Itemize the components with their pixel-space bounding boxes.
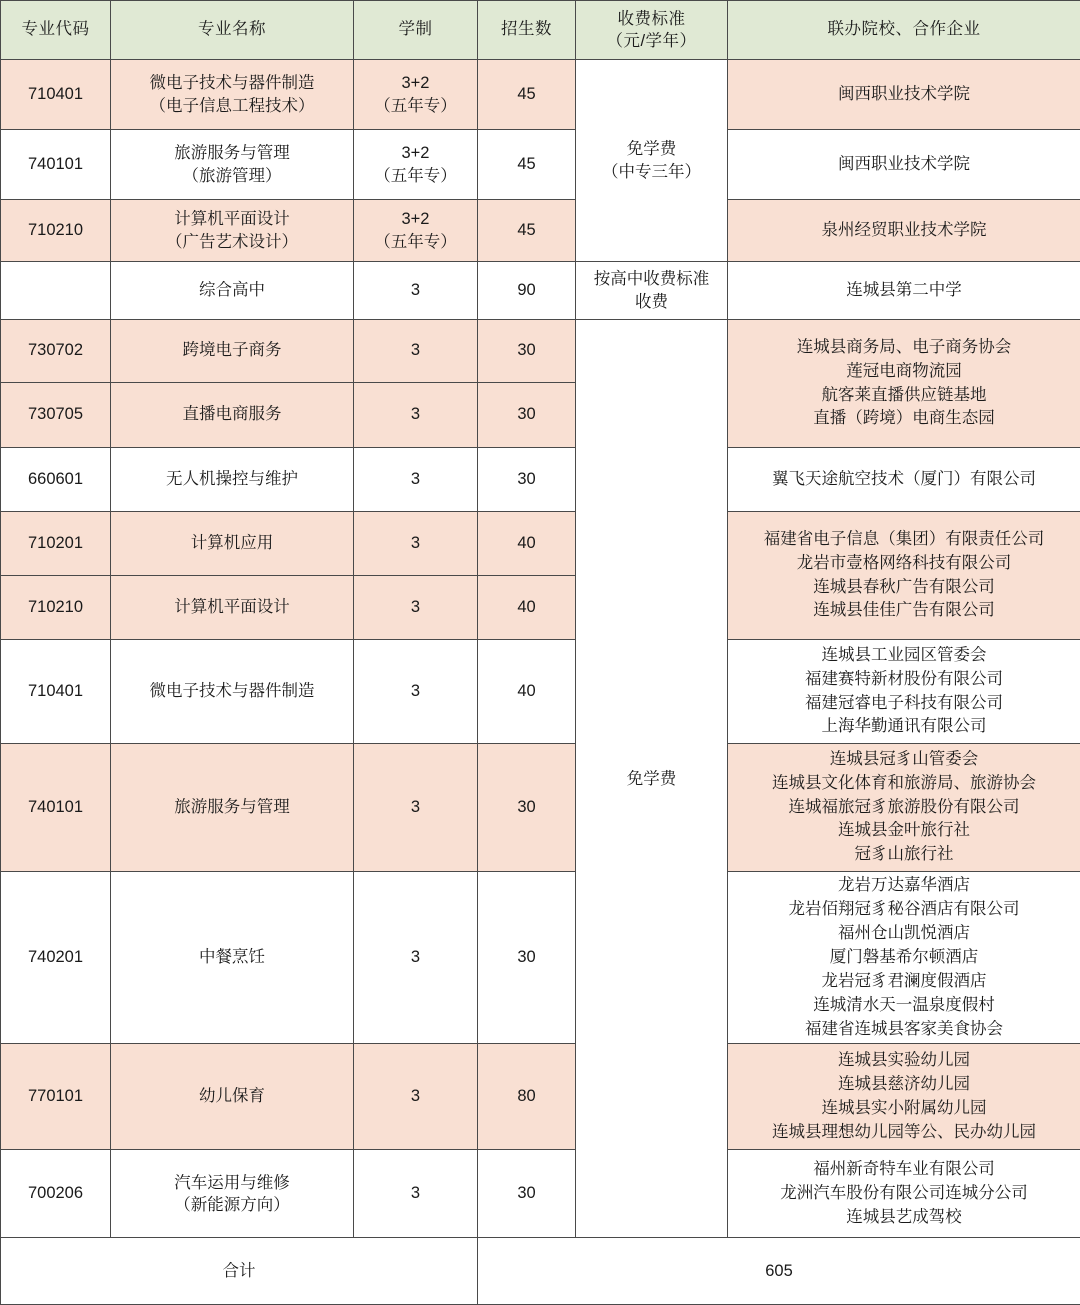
header-major-code: 专业代码 [1, 1, 111, 60]
system-main: 3+2 [354, 72, 477, 94]
fee-line-1: 免学费 [576, 138, 727, 160]
cell-major-name: 计算机平面设计 [111, 576, 354, 640]
cell-quota: 45 [478, 130, 576, 200]
cell-school-system [354, 130, 478, 200]
partner-item: 上海华勤通讯有限公司 [728, 715, 1080, 739]
partner-item: 连城福旅冠豸旅游股份有限公司 [728, 796, 1080, 820]
cell-partners [728, 200, 1080, 262]
cell-major-code: 710401 [1, 640, 111, 744]
cell-major-name: 综合高中 [111, 262, 354, 320]
partner-item: 连城县金叶旅行社 [728, 819, 1080, 843]
partner-item: 航客莱直播供应链基地 [728, 384, 1080, 408]
partner-item: 福建冠睿电子科技有限公司 [728, 692, 1080, 716]
system-sub: （五年专） [354, 95, 477, 117]
partner-item: 连城县冠豸山管委会 [728, 748, 1080, 772]
total-value: 605 [478, 1238, 1080, 1305]
cell-major-code: 700206 [1, 1150, 111, 1238]
cell-partners [728, 262, 1080, 320]
cell-partners [728, 1150, 1080, 1238]
fee-line-2: 收费 [576, 291, 727, 313]
partner-item: 连城县商务局、电子商务协会 [728, 336, 1080, 360]
partner-item: 泉州经贸职业技术学院 [728, 219, 1080, 243]
cell-quota: 40 [478, 512, 576, 576]
cell-quota: 40 [478, 640, 576, 744]
cell-major-code: 730702 [1, 320, 111, 383]
cell-quota: 80 [478, 1044, 576, 1150]
cell-quota: 30 [478, 744, 576, 872]
cell-major-name [111, 60, 354, 130]
table-row [1, 1150, 1080, 1238]
partner-item: 连城县实小附属幼儿园 [728, 1097, 1080, 1121]
cell-partners [728, 320, 1080, 448]
table-row [1, 320, 1080, 383]
system-main: 3+2 [354, 208, 477, 230]
table-row [1, 448, 1080, 512]
table-row [1, 200, 1080, 262]
cell-major-name: 无人机操控与维护 [111, 448, 354, 512]
table-row [1, 512, 1080, 576]
cell-partners [728, 640, 1080, 744]
cell-major-name: 计算机应用 [111, 512, 354, 576]
partner-item: 福建省连城县客家美食协会 [728, 1018, 1080, 1042]
cell-school-system: 3 [354, 576, 478, 640]
cell-major-code: 770101 [1, 1044, 111, 1150]
partner-item: 莲冠电商物流园 [728, 360, 1080, 384]
header-fee-line1: 收费标准 [576, 8, 727, 30]
partner-item: 连城县艺成驾校 [728, 1206, 1080, 1230]
cell-major-code: 740201 [1, 872, 111, 1044]
fee-line-1: 按高中收费标准 [576, 268, 727, 290]
cell-major-name: 微电子技术与器件制造 [111, 640, 354, 744]
cell-major-code: 740101 [1, 744, 111, 872]
cell-major-code [1, 262, 111, 320]
cell-quota: 45 [478, 60, 576, 130]
fee-line-1: 免学费 [576, 768, 727, 790]
header-quota: 招生数 [478, 1, 576, 60]
major-name-main: 旅游服务与管理 [111, 142, 353, 164]
table-row [1, 1044, 1080, 1150]
cell-quota: 40 [478, 576, 576, 640]
cell-major-code: 710210 [1, 576, 111, 640]
cell-major-name [111, 200, 354, 262]
partner-item: 直播（跨境）电商生态园 [728, 407, 1080, 431]
partner-item: 龙岩冠豸君澜度假酒店 [728, 970, 1080, 994]
cell-partners [728, 448, 1080, 512]
partner-item: 连城县第二中学 [728, 279, 1080, 303]
partner-item: 连城县实验幼儿园 [728, 1049, 1080, 1073]
cell-major-code: 710210 [1, 200, 111, 262]
partner-item: 龙岩佰翔冠豸秘谷酒店有限公司 [728, 898, 1080, 922]
table-row [1, 872, 1080, 1044]
partner-item: 闽西职业技术学院 [728, 83, 1080, 107]
cell-partners [728, 744, 1080, 872]
cell-fee-group-3 [576, 320, 728, 1238]
major-name-sub: （旅游管理） [111, 165, 353, 187]
partner-item: 龙岩万达嘉华酒店 [728, 874, 1080, 898]
header-major-name: 专业名称 [111, 1, 354, 60]
cell-partners [728, 512, 1080, 640]
partner-item: 龙岩市壹格网络科技有限公司 [728, 552, 1080, 576]
table-body [1, 60, 1080, 1305]
cell-major-code: 660601 [1, 448, 111, 512]
partner-item: 连城县佳佳广告有限公司 [728, 599, 1080, 623]
cell-major-name [111, 130, 354, 200]
table-total-row [1, 1238, 1080, 1305]
cell-fee-group-2 [576, 262, 728, 320]
major-name-main: 计算机平面设计 [111, 208, 353, 230]
cell-school-system: 3 [354, 512, 478, 576]
partner-item: 翼飞天途航空技术（厦门）有限公司 [728, 468, 1080, 492]
cell-school-system: 3 [354, 1044, 478, 1150]
cell-school-system [354, 200, 478, 262]
system-sub: （五年专） [354, 165, 477, 187]
cell-quota: 30 [478, 872, 576, 1044]
cell-school-system: 3 [354, 872, 478, 1044]
cell-quota: 30 [478, 1150, 576, 1238]
header-system: 学制 [354, 1, 478, 60]
table-row [1, 60, 1080, 130]
cell-major-code: 740101 [1, 130, 111, 200]
partner-item: 连城清水天一温泉度假村 [728, 994, 1080, 1018]
partner-item: 连城县文化体育和旅游局、旅游协会 [728, 772, 1080, 796]
partner-item: 福州新奇特车业有限公司 [728, 1158, 1080, 1182]
major-name-sub: （电子信息工程技术） [111, 95, 353, 117]
cell-quota: 30 [478, 448, 576, 512]
partner-item: 福建省电子信息（集团）有限责任公司 [728, 528, 1080, 552]
cell-quota: 30 [478, 320, 576, 383]
partner-item: 连城县春秋广告有限公司 [728, 576, 1080, 600]
table-row [1, 640, 1080, 744]
partner-item: 连城县理想幼儿园等公、民办幼儿园 [728, 1121, 1080, 1145]
major-name-main: 微电子技术与器件制造 [111, 72, 353, 94]
cell-school-system: 3 [354, 744, 478, 872]
system-sub: （五年专） [354, 231, 477, 253]
partner-item: 厦门磐基希尔顿酒店 [728, 946, 1080, 970]
major-name-sub: （广告艺术设计） [111, 231, 353, 253]
cell-fee-group-1 [576, 60, 728, 262]
partner-item: 闽西职业技术学院 [728, 153, 1080, 177]
cell-major-code: 710401 [1, 60, 111, 130]
cell-partners [728, 60, 1080, 130]
cell-school-system: 3 [354, 640, 478, 744]
partner-item: 连城县工业园区管委会 [728, 644, 1080, 668]
partner-item: 福州仓山凯悦酒店 [728, 922, 1080, 946]
header-fee-line2: （元/学年） [576, 30, 727, 52]
cell-quota: 30 [478, 383, 576, 448]
major-name-main: 汽车运用与维修 [111, 1172, 353, 1194]
cell-major-code: 710201 [1, 512, 111, 576]
cell-major-name: 直播电商服务 [111, 383, 354, 448]
cell-major-name: 跨境电子商务 [111, 320, 354, 383]
cell-quota: 90 [478, 262, 576, 320]
partner-item: 冠豸山旅行社 [728, 843, 1080, 867]
cell-quota: 45 [478, 200, 576, 262]
header-fee [576, 1, 728, 60]
table-row [1, 744, 1080, 872]
cell-school-system: 3 [354, 448, 478, 512]
total-label: 合计 [1, 1238, 478, 1305]
cell-major-name: 旅游服务与管理 [111, 744, 354, 872]
table-header [1, 1, 1080, 60]
cell-major-name [111, 1150, 354, 1238]
table-row [1, 262, 1080, 320]
cell-school-system [354, 60, 478, 130]
system-main: 3+2 [354, 142, 477, 164]
major-name-sub: （新能源方向） [111, 1194, 353, 1216]
cell-school-system: 3 [354, 1150, 478, 1238]
header-partners: 联办院校、合作企业 [728, 1, 1080, 60]
cell-school-system: 3 [354, 262, 478, 320]
cell-partners [728, 130, 1080, 200]
cell-major-name: 幼儿保育 [111, 1044, 354, 1150]
cell-major-name: 中餐烹饪 [111, 872, 354, 1044]
partner-item: 福建赛特新材股份有限公司 [728, 668, 1080, 692]
fee-line-2: （中专三年） [576, 161, 727, 183]
table-row [1, 130, 1080, 200]
partner-item: 连城县慈济幼儿园 [728, 1073, 1080, 1097]
cell-school-system: 3 [354, 320, 478, 383]
cell-school-system: 3 [354, 383, 478, 448]
cell-partners [728, 872, 1080, 1044]
header-row [1, 1, 1080, 60]
cell-major-code: 730705 [1, 383, 111, 448]
partner-item: 龙洲汽车股份有限公司连城分公司 [728, 1182, 1080, 1206]
cell-partners [728, 1044, 1080, 1150]
